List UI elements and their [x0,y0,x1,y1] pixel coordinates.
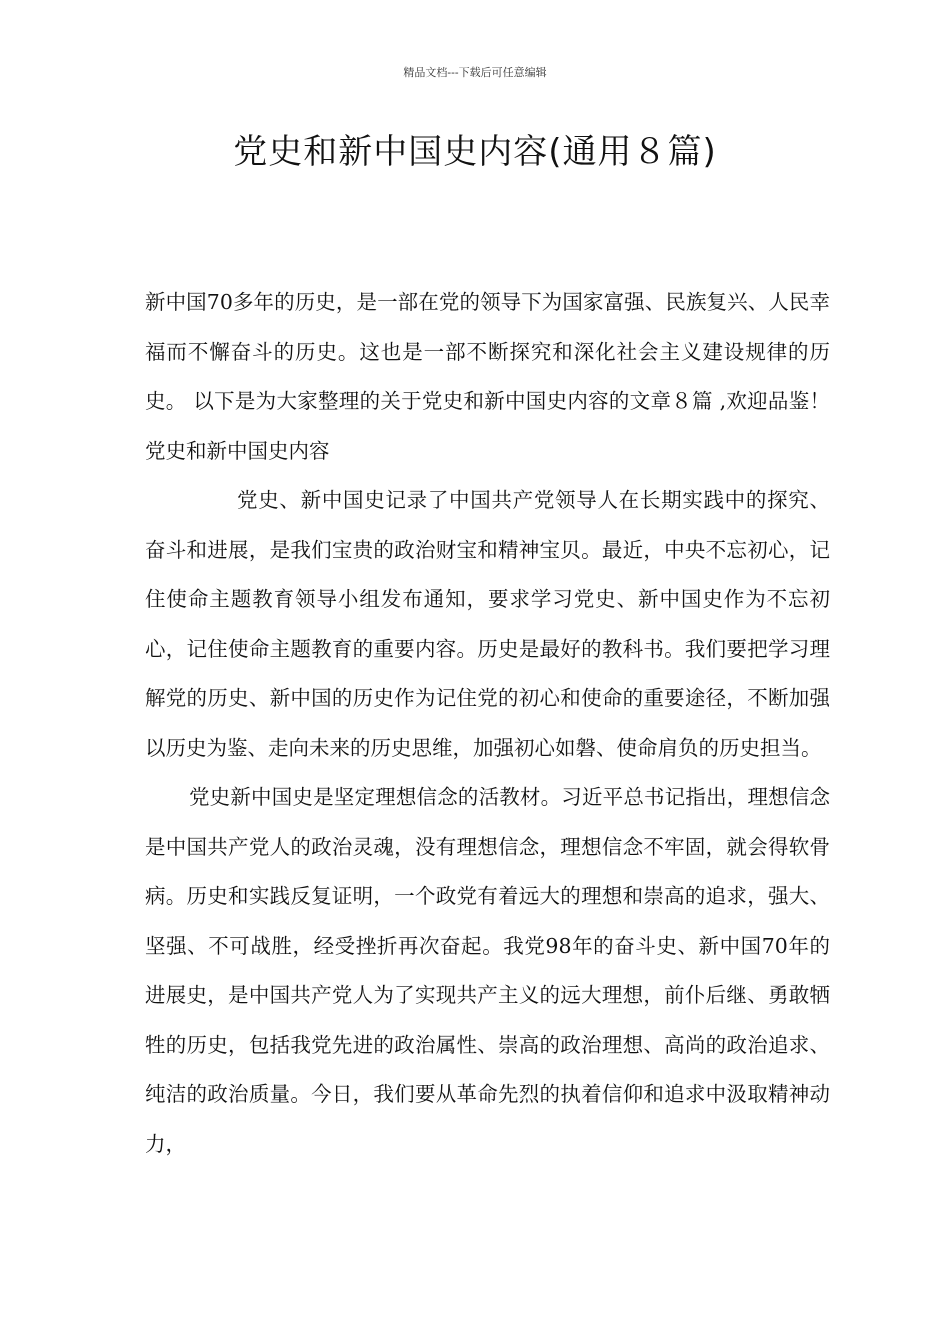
paragraph-history-record: 党史、新中国史记录了中国共产党领导人在长期实践中的探究、奋斗和进展，是我们宝贵的政治财宝和精神宝贝。最近，中央不忘初心，记住使命主题教育领导小组发布通知，要求学习党史、新中国史作为不忘初心，记住使命主题教育的重要内容。历史是最好的教科书。我们要把学习理解党的历史、新中国的历史作为记住党的初心和使命的重要途径，不断加强以历史为鉴、走向未来的历史思维，加强初心如磐、使命肩负的历史担当。 [145,488,830,760]
paragraph-ideals: 党史新中国史是坚定理想信念的活教材。习近平总书记指出，理想信念是中国共产党人的政治灵魂，没有理想信念，理想信念不牢固，就会得软骨病。历史和实践反复证明，一个政党有着远大的理想和崇高的追求，强大、坚强、不可战胜，经受挫折再次奋起。我党98年的奋斗史、新中国70年的进展史，是中国共产党人为了实现共产主义的远大理想，前仆后继、勇敢牺牲的历史，包括我党先进的政治属性、崇高的政治理想、高尚的政治追求、纯洁的政治质量。今日，我们要从革命先烈的执着信仰和追求中汲取精神动力， [145,785,830,1156]
paragraph-intro: 新中国70多年的历史，是一部在党的领导下为国家富强、民族复兴、人民幸福而不懈奋斗的历史。这也是一部不断探究和深化社会主义建设规律的历史。 以下是为大家整理的关于党史和新中国史内容的文章８篇 ,欢迎品鉴！党史和新中国史内容 [145,290,830,463]
page-header: 精品文档---下载后可任意编辑 [403,66,547,79]
document-body [145,278,830,1169]
document-title: 党史和新中国史内容(通用８篇) [233,132,717,172]
